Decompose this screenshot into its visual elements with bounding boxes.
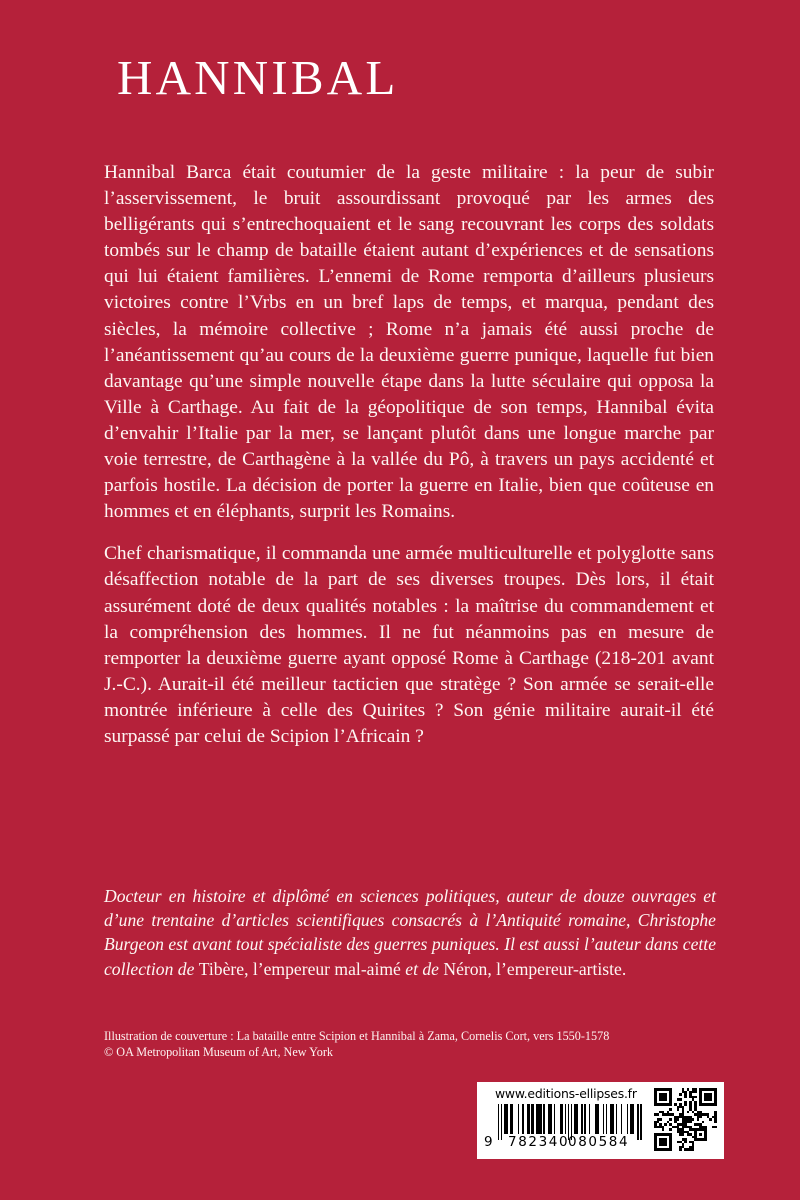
credits-line-2: © OA Metropolitan Museum of Art, New York — [104, 1045, 333, 1059]
blurb-paragraph-2: Chef charismatique, il commanda une armée multiculturelle et polyglotte sans désaffection notable de la part de ses diverses troupes. Dès lors, il était assurément doté de deux qualités notables : la maîtrise du commandement et la compréhension des hommes. Il ne fut néanmoins pas en mesure de remporter la deuxième guerre ayant opposé Rome à Carthage (218-201 avant J.-C.). Aurait-il été meilleur tacticien que stratège ? Son armée se serait-elle montrée inférieure à celle des Quirites ? Son génie militaire aurait-il été surpassé par celui de Scipion l’Africain ? — [104, 543, 714, 747]
isbn-lead-digit: 9 — [484, 1134, 495, 1150]
isbn-right-group: 080584 — [568, 1134, 630, 1150]
ean13-barcode — [484, 1104, 642, 1155]
barcode-left-column — [484, 1087, 642, 1155]
publisher-url[interactable]: www.editions-ellipses.fr — [495, 1086, 637, 1101]
blurb-text — [104, 160, 714, 750]
isbn-left-group: 782340 — [508, 1134, 570, 1150]
author-bio — [104, 884, 716, 981]
illustration-credits — [104, 1028, 724, 1060]
credits-line-1: Illustration de couverture : La bataille entre Scipion et Hannibal à Zama, Cornelis Cort, vers 1550-1578 — [104, 1029, 610, 1043]
author-bio-book-title-1: Tibère, l’empereur mal-aimé — [198, 958, 401, 979]
author-bio-part-3: . — [621, 958, 627, 979]
blurb-paragraph-1: Hannibal Barca était coutumier de la geste militaire : la peur de subir l’asservissement, le bruit assourdissant provoqué par les armes des belligérants qui s’entrechoquaient et le sang recouvrant les corps des soldats tombés sur le champ de bataille étaient autant d’expériences et de sensations qui lui étaient familières. L’ennemi de Rome remporta d’ailleurs plusieurs victoires contre l’Vrbs en un bref laps de temps, et marqua, pendant des siècles, la mémoire collective ; Rome n’a jamais été aussi proche de l’anéantissement qu’au cours de la deuxième guerre punique, laquelle fut bien davantage qu’une simple nouvelle étape dans la lutte séculaire qui opposa la Ville à Carthage. Au fait de la géopolitique de son temps, Hannibal évita d’envahir l’Italie par la mer, se lançant plutôt dans une longue marche par voie terrestre, de Carthagène à la vallée du Pô, à travers un pays accidenté et parfois hostile. La décision de porter la guerre en Italie, bien que coûteuse en hommes et en éléphants, surprit les Romains. — [104, 162, 714, 523]
page-title: HANNIBAL — [117, 50, 399, 105]
author-bio-part-1: Docteur en histoire et diplômé en sciences politiques, auteur de douze ouvrages et d’une trentaine d’articles scientifiques consacrés à l’Antiquité romaine, Christophe Burgeon est avant tout spécialiste des guerres puniques. Il est aussi l’auteur dans cette collection de — [104, 886, 716, 979]
barcode-block — [477, 1082, 724, 1159]
author-bio-part-2: et de — [400, 958, 444, 979]
author-bio-book-title-2: Néron, l’empereur-artiste — [443, 958, 622, 979]
qr-code-icon[interactable] — [654, 1088, 717, 1151]
ean13-digits — [484, 1134, 642, 1150]
